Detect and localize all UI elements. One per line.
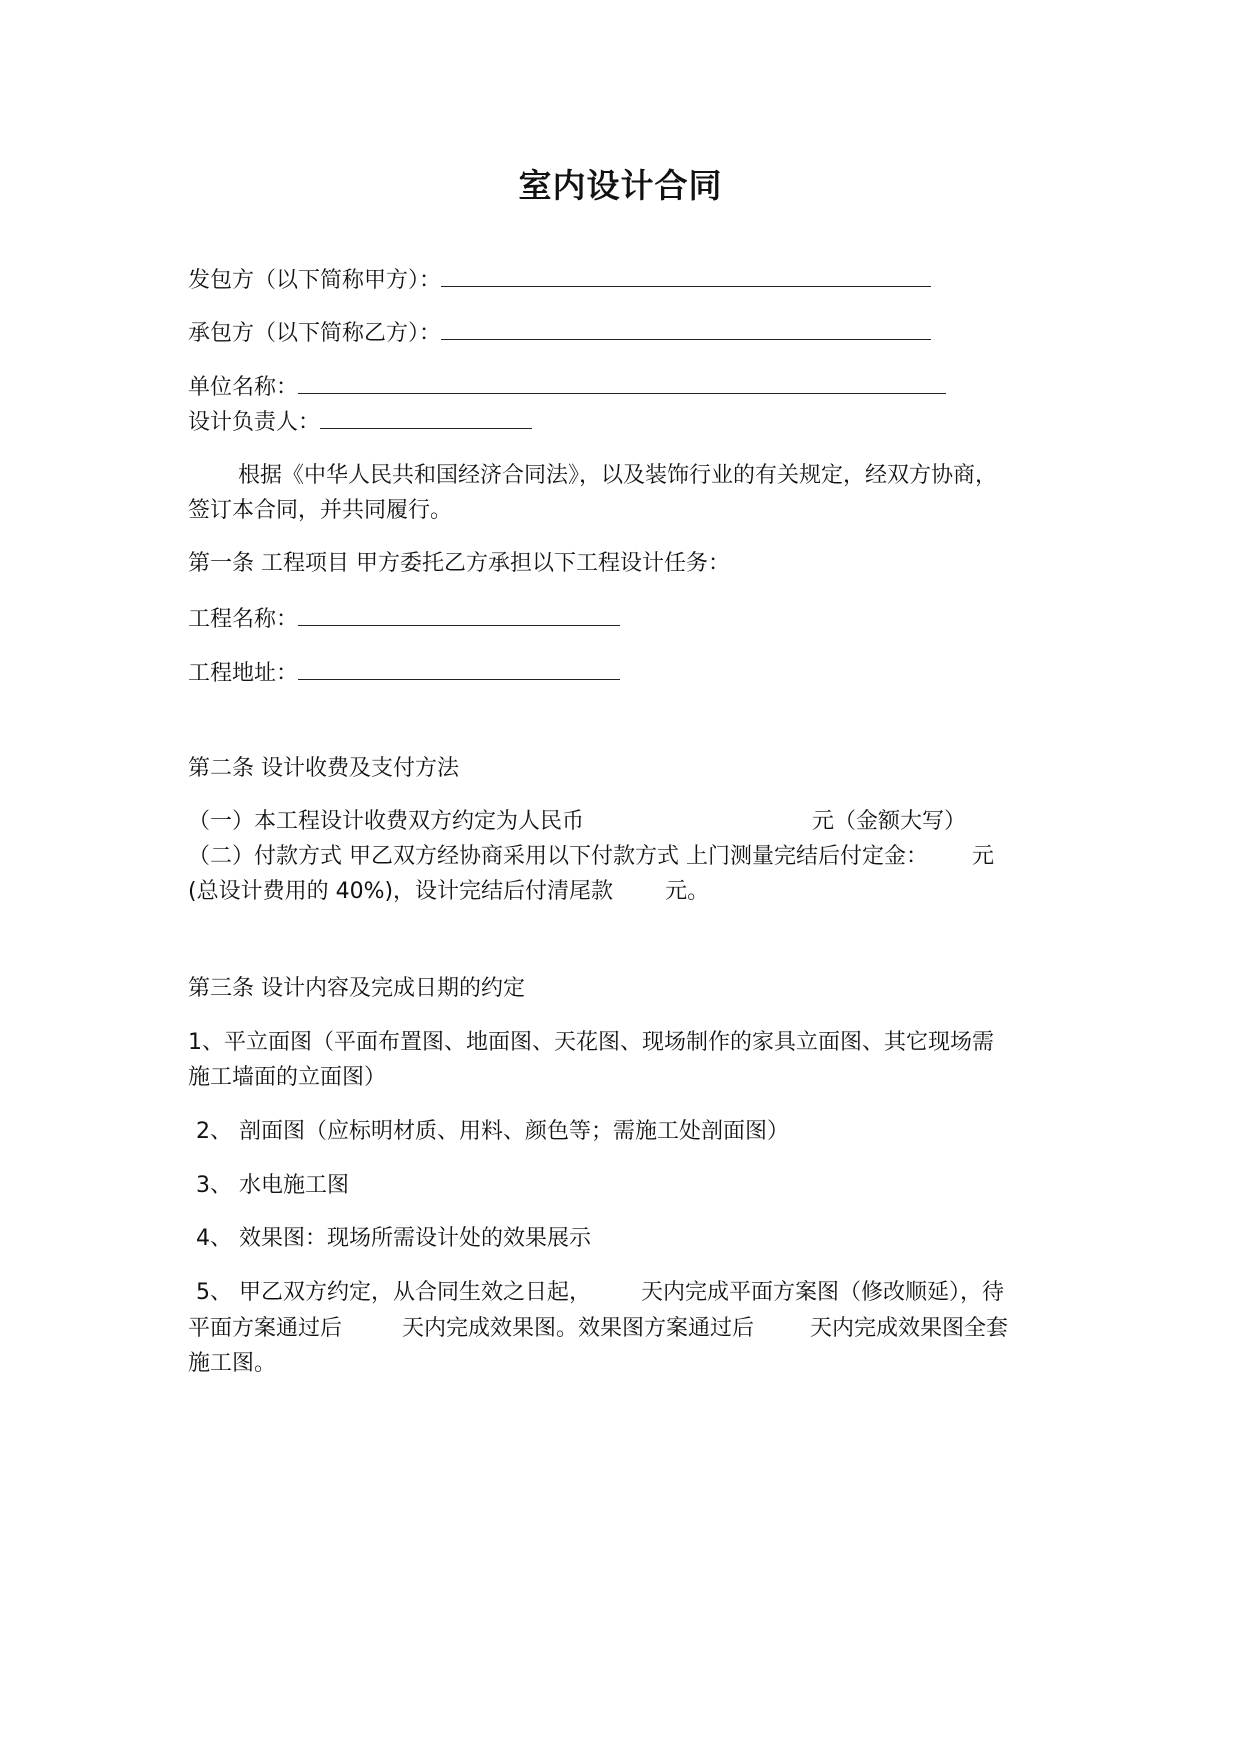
item-5-plan-days: 天内完成平面方案图（修改顺延），待 <box>641 1280 1005 1305</box>
design-lead-row <box>188 406 532 438</box>
project-address-row <box>188 657 620 689</box>
item-5-line-1 <box>196 1278 1004 1308</box>
item-5-full-set-days: 天内完成效果图全套 <box>810 1316 1009 1341</box>
item-5-intro: 5、 甲乙双方约定，从合同生效之日起， <box>196 1280 591 1305</box>
unit-name-label: 单位名称： <box>188 375 299 400</box>
item-1-line-2: 施工墙面的立面图） <box>188 1065 387 1090</box>
fee-unit-label: 元（金额大写） <box>812 809 967 834</box>
item-5-line-2 <box>188 1314 1008 1344</box>
intro-line-1: 根据《中华人民共和国经济合同法》，以及装饰行业的有关规定，经双方协商， <box>238 463 998 488</box>
item-5-render-days: 天内完成效果图。效果图方案通过后 <box>402 1316 755 1341</box>
design-lead-blank[interactable] <box>320 406 532 429</box>
item-1-line-1: 1、平立面图（平面布置图、地面图、天花图、现场制作的家具立面图、其它现场需 <box>188 1030 994 1055</box>
payment-row-2 <box>188 877 709 907</box>
project-name-blank[interactable] <box>298 603 620 626</box>
party-a-label: 发包方（以下简称甲方）： <box>188 268 442 293</box>
party-b-row <box>188 317 931 349</box>
payment-row-1 <box>188 842 994 872</box>
document-title: 室内设计合同 <box>518 166 723 205</box>
project-address-blank[interactable] <box>298 657 620 680</box>
project-address-label: 工程地址： <box>188 661 299 686</box>
article-3-heading: 第三条 设计内容及完成日期的约定 <box>188 976 525 1001</box>
deposit-unit-label: 元 <box>972 844 995 869</box>
item-4: 4、 效果图：现场所需设计处的效果展示 <box>196 1226 591 1251</box>
party-a-blank[interactable] <box>441 264 931 287</box>
item-2: 2、 剖面图（应标明材质、用料、颜色等；需施工处剖面图） <box>196 1119 789 1144</box>
party-b-blank[interactable] <box>441 317 931 340</box>
balance-label: (总设计费用的 40%)，设计完结后付清尾款 <box>188 879 614 904</box>
fee-row <box>188 807 966 837</box>
article-2-heading: 第二条 设计收费及支付方法 <box>188 756 459 781</box>
item-3: 3、 水电施工图 <box>196 1173 349 1198</box>
project-name-row <box>188 603 620 635</box>
payment-method-label: （二）付款方式 甲乙双方经协商采用以下付款方式 上门测量完结后付定金： <box>188 844 928 869</box>
project-name-label: 工程名称： <box>188 607 299 632</box>
fee-label: （一）本工程设计收费双方约定为人民币 <box>188 809 585 834</box>
design-lead-label: 设计负责人： <box>188 410 321 435</box>
item-5-line-3: 施工图。 <box>188 1351 277 1376</box>
balance-unit-label: 元。 <box>665 879 710 904</box>
party-b-label: 承包方（以下简称乙方）： <box>188 321 442 346</box>
item-5-plan-approved: 平面方案通过后 <box>188 1316 343 1341</box>
unit-name-blank[interactable] <box>298 371 946 394</box>
article-1-heading: 第一条 工程项目 甲方委托乙方承担以下工程设计任务： <box>188 551 730 576</box>
unit-name-row <box>188 371 946 403</box>
intro-line-2: 签订本合同，并共同履行。 <box>188 498 453 523</box>
party-a-row <box>188 264 931 296</box>
